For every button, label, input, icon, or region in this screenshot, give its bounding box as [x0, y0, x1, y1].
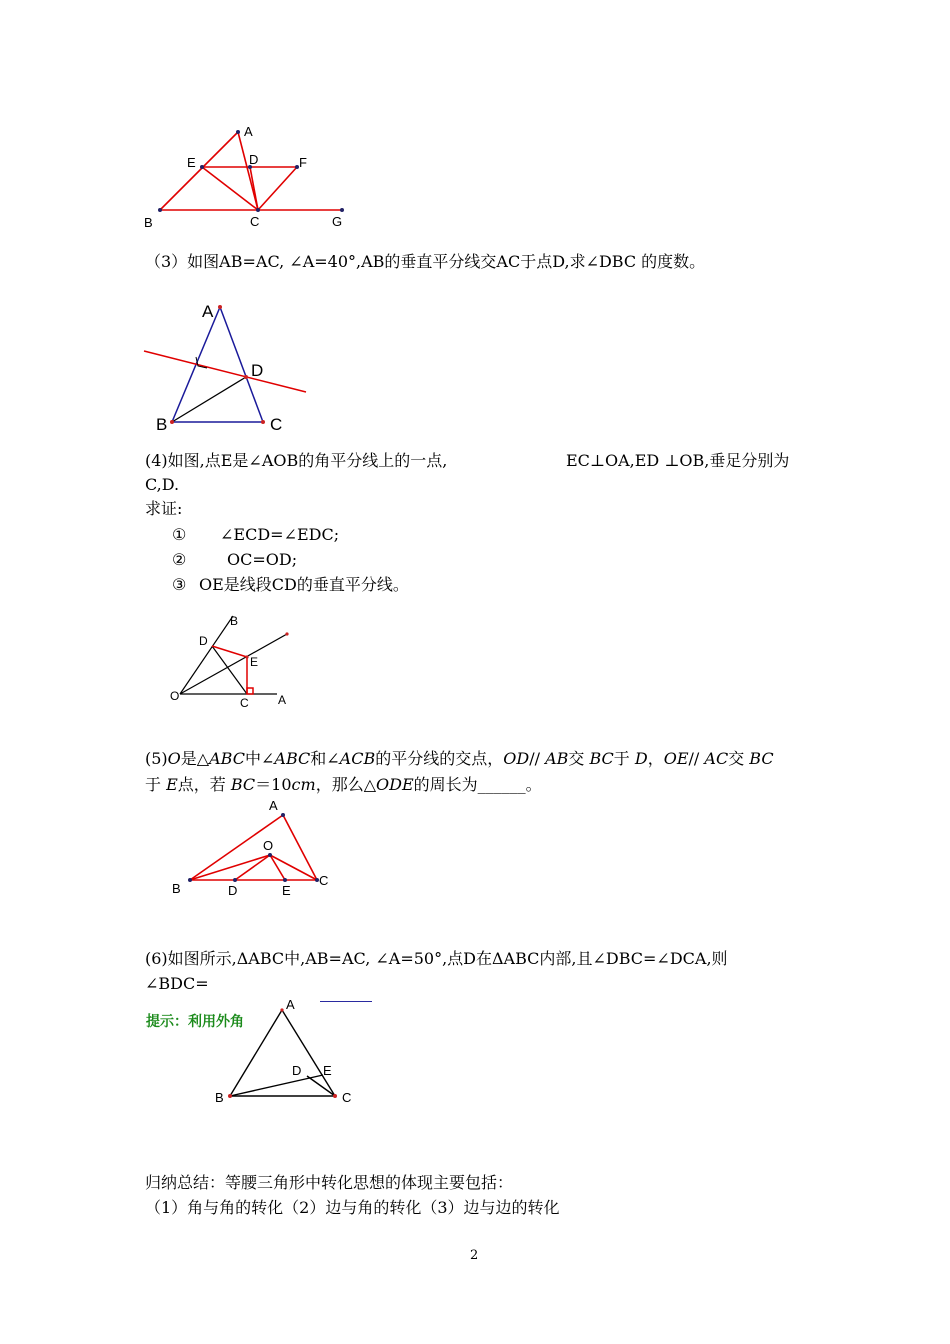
proof-item-1-num: ①: [172, 525, 187, 544]
question-5-line1-run: O: [167, 749, 181, 768]
fig3-label-d: D: [199, 634, 208, 648]
question-5-line1-run: 的平分线的交点，: [375, 749, 504, 768]
fig2-label-a: A: [202, 302, 214, 321]
question-5-line1-run: BC: [589, 749, 614, 768]
question-5-line1-run: BC: [749, 749, 774, 768]
question-5-line1-run: ACB: [339, 749, 376, 768]
fig1-label-g: G: [332, 214, 343, 229]
fig2-label-d: D: [251, 361, 264, 380]
fig1-label-a: A: [244, 124, 253, 139]
fig2-label-c: C: [270, 415, 283, 434]
question-5-line1-run: 交: [568, 749, 590, 768]
question-4-line2: C,D.: [145, 475, 180, 494]
question-5-line1-run: 是△: [180, 749, 210, 768]
question-5-line1-run: //: [688, 749, 705, 768]
question-5-line2-run: ＝10: [255, 775, 292, 794]
question-5-line1-run: 于: [613, 749, 635, 768]
question-5-line1-run: //: [529, 749, 546, 768]
question-5-line2-run: E: [166, 775, 178, 794]
question-5-line1: [145, 748, 774, 770]
summary-title: 归纳总结：等腰三角形中转化思想的体现主要包括：: [145, 1173, 514, 1192]
question-5-line2-run: ODE: [376, 775, 414, 794]
question-5-line1-run: 交: [728, 749, 750, 768]
fig3-label-a: A: [278, 693, 287, 707]
question-5-line1-run: ，: [647, 749, 664, 768]
fig4-label-a: A: [269, 798, 278, 813]
figure-triangle-interior-point: [210, 993, 360, 1108]
fig5-label-e: E: [323, 1063, 332, 1078]
question-4-prove: 求证:: [145, 499, 183, 518]
fig4-label-e: E: [282, 883, 291, 898]
fig1-label-b: B: [144, 215, 153, 230]
fig3-label-b: B: [230, 614, 239, 628]
fig4-label-d: D: [228, 883, 238, 898]
question-5-line1-run: 中∠: [244, 749, 275, 768]
fig1-label-c: C: [250, 214, 260, 229]
fig1-label-d: D: [249, 152, 259, 167]
proof-item-3: OE是线段CD的垂直平分线。: [199, 575, 409, 594]
fig4-label-c: C: [319, 873, 329, 888]
question-5-line2-run: BC: [230, 775, 256, 794]
question-6-line2: ∠BDC=: [145, 974, 209, 993]
hint-text: 提示：利用外角: [146, 1014, 244, 1030]
question-5-line2-run: cm: [291, 775, 316, 794]
question-5-line2-run: 的周长为______。: [413, 775, 542, 794]
fig1-label-f: F: [299, 155, 307, 170]
question-5-line2-run: 点，若: [177, 775, 231, 794]
question-5-line1-run: OD: [503, 749, 530, 768]
question-5-line2-run: 于: [145, 775, 167, 794]
proof-item-2: OC=OD;: [227, 550, 298, 569]
proof-item-2-num: ②: [172, 550, 187, 569]
question-5-line1-run: AC: [704, 749, 729, 768]
fig3-label-e: E: [250, 655, 259, 669]
proof-item-1: ∠ECD=∠EDC;: [220, 525, 340, 544]
question-5-line2-run: ，那么△: [315, 775, 376, 794]
question-4-line1b: EC⊥OA,ED ⊥OB,垂足分别为: [566, 451, 790, 470]
question-4-line1a: (4)如图,点E是∠AOB的角平分线上的一点,: [145, 451, 448, 470]
figure-triangle-odedc: [165, 797, 340, 902]
question-3: （3）如图AB=AC, ∠A=40°,AB的垂直平分线交AC于点D,求∠DBC 的度数。: [145, 252, 706, 271]
fig3-label-o: O: [170, 689, 180, 703]
figure-parallelogram: [140, 120, 360, 235]
question-5-line1-run: ABC: [274, 749, 311, 768]
proof-item-3-num: ③: [172, 575, 187, 594]
fig5-label-d: D: [292, 1063, 302, 1078]
fig5-label-c: C: [342, 1090, 352, 1105]
figure-angle-bisector: [165, 608, 305, 713]
fig2-label-b: B: [156, 415, 168, 434]
question-5-line2: [145, 774, 542, 796]
question-5-line1-run: 和∠: [310, 749, 340, 768]
question-5-line1-run: ABC: [209, 749, 245, 768]
fig5-label-b: B: [215, 1090, 224, 1105]
fig1-label-e: E: [187, 155, 196, 170]
fig4-label-b: B: [172, 881, 181, 896]
fig3-label-c: C: [240, 696, 249, 710]
fig4-label-o: O: [263, 838, 274, 853]
question-6-line1: (6)如图所示,ΔABC中,AB=AC, ∠A=50°,点D在ΔABC内部,且∠DBC=∠DCA,则: [145, 949, 728, 968]
question-5-line1-run: (5): [145, 749, 168, 768]
fig5-label-a: A: [286, 997, 295, 1012]
page-number: 2: [470, 1248, 479, 1263]
question-5-line1-run: AB: [545, 749, 569, 768]
summary-items: （1）角与角的转化（2）边与角的转化（3）边与边的转化: [145, 1198, 560, 1217]
figure-isosceles-bisector: [140, 295, 320, 435]
question-5-line1-run: OE: [663, 749, 689, 768]
question-5-line1-run: D: [634, 749, 648, 768]
